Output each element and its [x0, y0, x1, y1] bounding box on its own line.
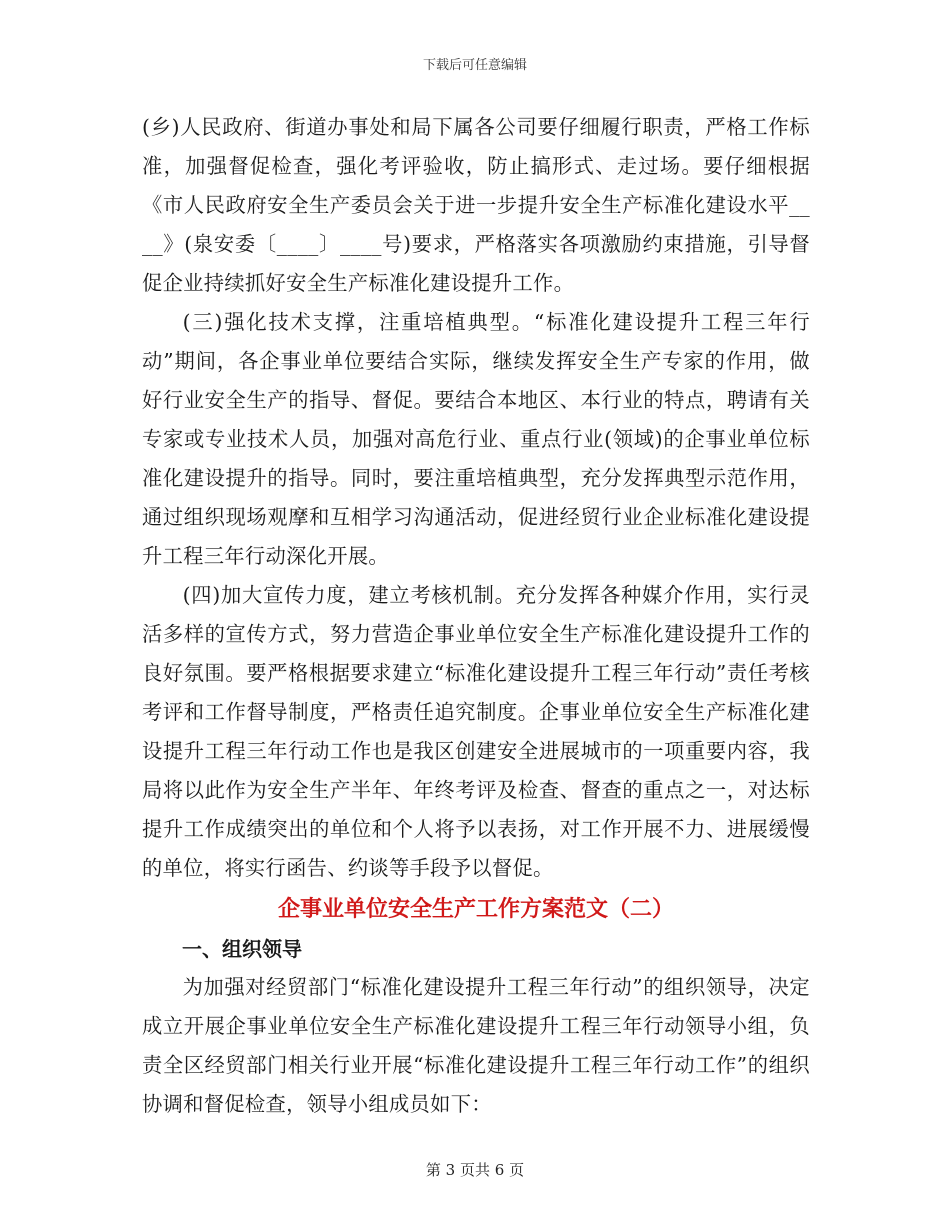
body-paragraph-publicity: (四)加大宣传力度，建立考核机制。充分发挥各种媒介作用，实行灵活多样的宣传方式，努力营造企事业单位安全生产标准化建设提升工作的良好氛围。要严格根据要求建立“标准化建设提升工程三年行动”责任考核考评和工作督导制度，严格责任追究制度。企事业单位安全生产标准化建设提升工程三年行动工作也是我区创建安全进展城市的一项重要内容，我局将以此作为安全生产半年、年终考评及检查、督查的重点之一，对达标提升工作成绩突出的单位和个人将予以表扬，对工作开展不力、进展缓慢的单位，将实行函告、约谈等手段予以督促。 [142, 583, 810, 880]
body-paragraph-continued: (乡)人民政府、街道办事处和局下属各公司要仔细履行职责，严格工作标准，加强督促检查，强化考评验收，防止搞形式、走过场。要仔细根据《市人民政府安全生产委员会关于进一步提升安全生产标准化建设水平____》(泉安委〔____〕____号)要求，严格落实各项激励约束措施，引导督促企业持续抓好安全生产标准化建设提升工作。 [142, 115, 810, 295]
body-paragraph-organization: 为加强对经贸部门“标准化建设提升工程三年行动”的组织领导，决定成立开展企事业单位安全生产标准化建设提升工程三年行动领导小组，负责全区经贸部门相关行业开展“标准化建设提升工程三年行动工作”的组织协调和督促检查，领导小组成员如下： [142, 975, 810, 1116]
section-subheading: 一、组织领导 [182, 937, 302, 961]
body-paragraph-tech-support: (三)强化技术支撑，注重培植典型。“标准化建设提升工程三年行动”期间，各企事业单位要结合实际，继续发挥安全生产专家的作用，做好行业安全生产的指导、督促。要结合本地区、本行业的特点，聘请有关专家或专业技术人员，加强对高危行业、重点行业(领域)的企事业单位标准化建设提升的指导。同时，要注重培植典型，充分发挥典型示范作用，通过组织现场观摩和互相学习沟通活动，促进经贸行业企业标准化建设提升工程三年行动深化开展。 [142, 310, 810, 568]
page-header: 下载后可任意编辑 [422, 58, 527, 73]
section-title: 企事业单位安全生产工作方案范文（二） [277, 897, 674, 922]
page-number-footer: 第 3 页共 6 页 [425, 1161, 525, 1179]
document-body [142, 108, 810, 1124]
